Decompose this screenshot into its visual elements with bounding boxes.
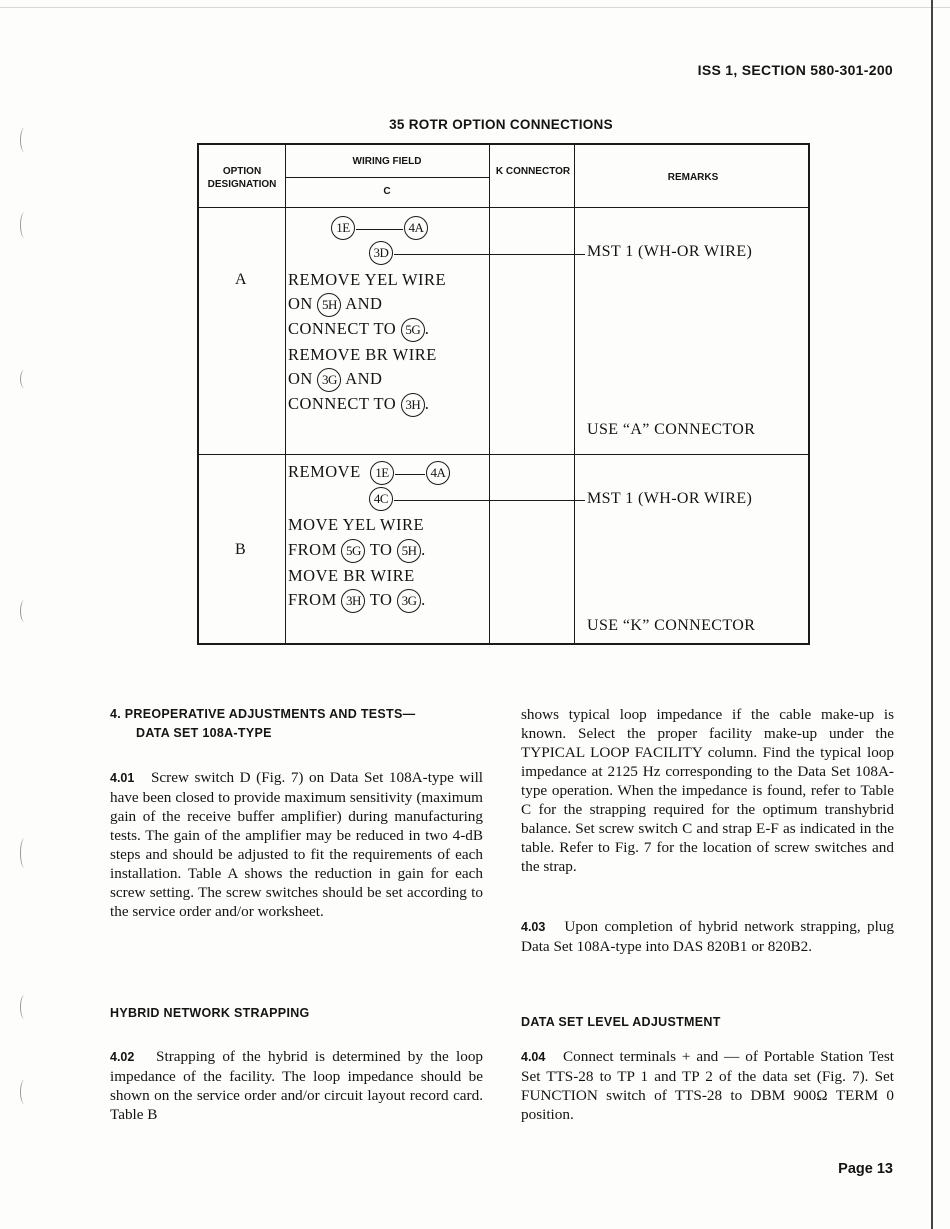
row-a-line-3: CONNECT TO 5G . [288, 318, 429, 342]
page-edge-rule [931, 0, 933, 1229]
header-wiring-field: WIRING FIELD [352, 156, 422, 167]
wire-3d-to-mst1 [394, 254, 585, 255]
remark-b-connector: USE “K” CONNECTOR [587, 617, 756, 634]
section-4-heading: 4. PREOPERATIVE ADJUSTMENTS AND TESTS— DATA SET 108A-TYPE [110, 707, 416, 740]
option-connections-table [197, 143, 810, 645]
header-subdivider [285, 177, 489, 178]
row-a-line-6: CONNECT TO 3H . [288, 393, 429, 417]
page-header: ISS 1, SECTION 580-301-200 [697, 62, 893, 78]
remark-a-connector: USE “A” CONNECTOR [587, 421, 756, 438]
row-a-line-5: ON 3G AND [288, 368, 382, 392]
level-adjustment-heading: DATA SET LEVEL ADJUSTMENT [521, 1015, 721, 1029]
terminal-5g: 5G [341, 539, 365, 563]
hybrid-network-heading: HYBRID NETWORK STRAPPING [110, 1006, 310, 1020]
margin-mark [20, 838, 29, 868]
strap-1e-4a [395, 474, 425, 475]
header-option-designation: OPTION DESIGNATION [207, 166, 277, 190]
row-b-line-3: MOVE BR WIRE [288, 566, 415, 585]
header-rule [199, 207, 808, 208]
row-b-remove: REMOVE [288, 462, 361, 481]
terminal-3h: 3H [341, 589, 365, 613]
header-remarks: REMARKS [667, 172, 719, 183]
terminal-5g: 5G [401, 318, 425, 342]
option-a-label: A [235, 271, 247, 288]
row-a-line-4: REMOVE BR WIRE [288, 345, 437, 364]
margin-mark [20, 600, 29, 622]
paragraph-4-02: 4.02 Strapping of the hybrid is determined by the loop impedance of the facility. The loop impedance should be shown on the service order and/or circuit layout record card. Table B [110, 1048, 484, 1123]
remark-b-mst: MST 1 (WH-OR WIRE) [587, 490, 753, 507]
row-a-line-2: ON 5H AND [288, 293, 382, 317]
terminal-3g: 3G [317, 368, 341, 392]
header-k-connector: K CONNECTOR [495, 166, 571, 177]
option-b-label: B [235, 541, 246, 558]
paragraph-4-02-continued: shows typical loop impedance if the cable make-up is known. Select the proper facility make-up under the TYPICAL LOOP FACILITY column. Find the typical loop impedance at 2125 Hz corresponding to the Data Set 108A-type operation. When the impedance is found, refer to Table C for the strapping required for the optimum transhybrid balance. Set screw switch C and strap E-F as indicated in the table. Refer to Fig. 7 for the location of screw switches and the strap. [521, 706, 894, 875]
col-divider [489, 145, 490, 643]
paragraph-4-01: 4.01 Screw switch D (Fig. 7) on Data Set 108A-type will have been closed to provide maximum sensitivity (maximum gain of the receive buffer amplifier) during manufacturing tests. The gain of the amplifier may be reduced in two 4-dB steps and should be adjusted to fit the requirements of each installation. Table A shows the reduction in gain for each screw setting. The screw switches should be set according to the service order and/or worksheet. [110, 769, 484, 920]
remark-a-mst: MST 1 (WH-OR WIRE) [587, 243, 753, 260]
row-a-line-1: REMOVE YEL WIRE [288, 270, 447, 289]
terminal-1e: 1E [370, 461, 394, 485]
terminal-5h: 5H [397, 539, 421, 563]
row-b-line-4: FROM 3H TO 3G . [288, 589, 426, 613]
terminal-3g: 3G [397, 589, 421, 613]
terminal-4c: 4C [369, 487, 393, 511]
page-number: Page 13 [838, 1161, 893, 1177]
terminal-4a: 4A [404, 216, 428, 240]
margin-mark [20, 1080, 29, 1104]
row-b-line-1: MOVE YEL WIRE [288, 515, 425, 534]
col-divider [574, 145, 575, 643]
paragraph-4-04: 4.04 Connect terminals + and — of Portable Station Test Set TTS-28 to TP 1 and TP 2 of the data set (Fig. 7). Set FUNCTION switch of TTS-28 to DBM 900Ω TERM 0 position. [521, 1048, 894, 1123]
terminal-5h: 5H [317, 293, 341, 317]
col-divider [285, 145, 286, 643]
top-rule [0, 7, 950, 8]
margin-mark [20, 995, 29, 1019]
wire-4c-to-mst1 [394, 500, 585, 501]
paragraph-4-03: 4.03 Upon completion of hybrid network strapping, plug Data Set 108A-type into DAS 820B1 or 820B2. [521, 918, 894, 955]
header-wiring-field-c: C [383, 186, 391, 197]
terminal-3d: 3D [369, 241, 393, 265]
margin-mark [20, 212, 29, 238]
terminal-4a: 4A [426, 461, 450, 485]
terminal-3h: 3H [401, 393, 425, 417]
row-b-line-2: FROM 5G TO 5H . [288, 539, 426, 563]
strap-1e-4a [356, 229, 403, 230]
table-title: 35 ROTR OPTION CONNECTIONS [389, 117, 613, 132]
row-divider [199, 454, 808, 455]
margin-mark [20, 370, 29, 388]
terminal-1e: 1E [331, 216, 355, 240]
